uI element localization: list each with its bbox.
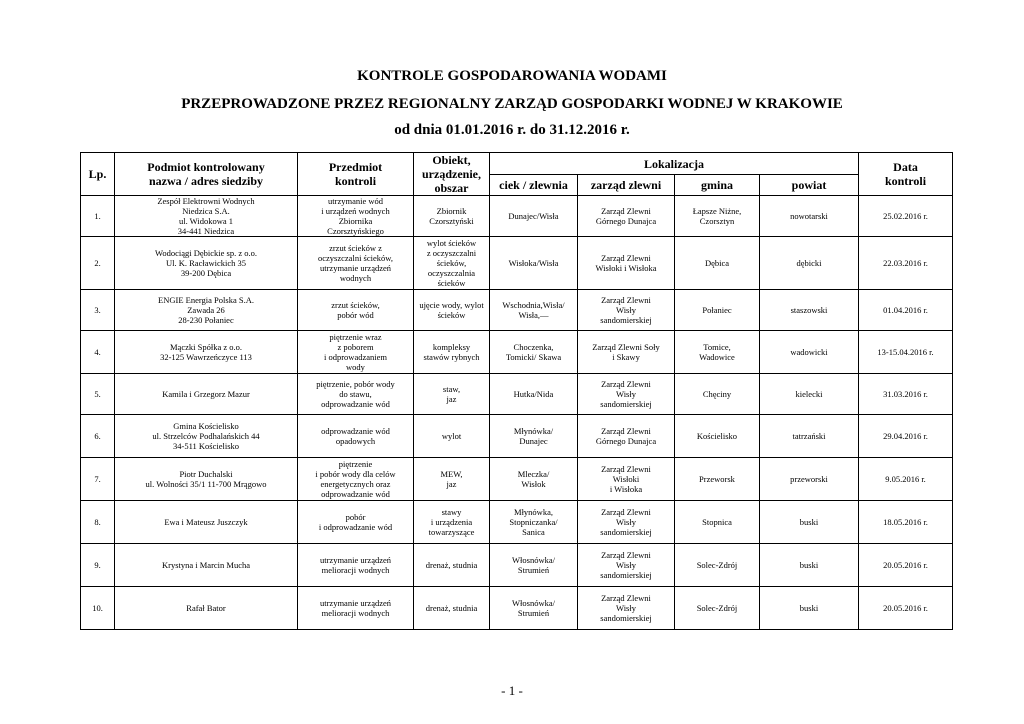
cell-data: 25.02.2016 r. bbox=[859, 196, 953, 237]
cell-ciek: Młynówka/ Dunajec bbox=[490, 415, 578, 458]
cell-data: 22.03.2016 r. bbox=[859, 237, 953, 290]
cell-przedmiot: piętrzenie wraz z poborem i odprowadzaniem wody bbox=[298, 331, 414, 374]
table-row bbox=[81, 331, 953, 374]
column-header-ciek: ciek / zlewnia bbox=[490, 175, 578, 196]
cell-zarzad: Zarząd Zlewni Wisły sandomierskiej bbox=[578, 290, 675, 331]
cell-podmiot: Gmina Kościelisko ul. Strzelców Podhalańskich 44 34-511 Kościelisko bbox=[115, 415, 298, 458]
table-row bbox=[81, 290, 953, 331]
cell-obiekt: kompleksy stawów rybnych bbox=[414, 331, 490, 374]
table-header-row bbox=[81, 153, 953, 175]
cell-lp: 6. bbox=[81, 415, 115, 458]
cell-przedmiot: zrzut ścieków z oczyszczalni ścieków, utrzymanie urządzeń wodnych bbox=[298, 237, 414, 290]
column-header-gmina: gmina bbox=[675, 175, 760, 196]
cell-powiat: kielecki bbox=[760, 374, 859, 415]
document-date-range: od dnia 01.01.2016 r. do 31.12.2016 r. bbox=[394, 122, 630, 138]
cell-podmiot: Zespół Elektrowni Wodnych Niedzica S.A. ul. Widokowa 1 34-441 Niedzica bbox=[115, 196, 298, 237]
cell-podmiot: Mączki Spółka z o.o. 32-125 Wawrzeńczyce 113 bbox=[115, 331, 298, 374]
table-row bbox=[81, 458, 953, 501]
cell-powiat: dębicki bbox=[760, 237, 859, 290]
cell-gmina: Tomice, Wadowice bbox=[675, 331, 760, 374]
cell-data: 20.05.2016 r. bbox=[859, 544, 953, 587]
column-header-lokalizacja: Lokalizacja bbox=[490, 153, 859, 175]
cell-lp: 1. bbox=[81, 196, 115, 237]
cell-przedmiot: pobór i odprowadzanie wód bbox=[298, 501, 414, 544]
column-header-obiekt: Obiekt, urządzenie, obszar bbox=[414, 153, 490, 196]
cell-data: 29.04.2016 r. bbox=[859, 415, 953, 458]
cell-ciek: Wisłoka/Wisła bbox=[490, 237, 578, 290]
cell-gmina: Chęciny bbox=[675, 374, 760, 415]
column-header-podmiot: Podmiot kontrolowany nazwa / adres siedziby bbox=[115, 153, 298, 196]
cell-powiat: tatrzański bbox=[760, 415, 859, 458]
cell-podmiot: Rafał Bator bbox=[115, 587, 298, 630]
column-header-zarzad: zarząd zlewni bbox=[578, 175, 675, 196]
cell-podmiot: Kamila i Grzegorz Mazur bbox=[115, 374, 298, 415]
cell-ciek: Dunajec/Wisła bbox=[490, 196, 578, 237]
cell-obiekt: wylot bbox=[414, 415, 490, 458]
cell-powiat: nowotarski bbox=[760, 196, 859, 237]
cell-podmiot: Krystyna i Marcin Mucha bbox=[115, 544, 298, 587]
cell-data: 9.05.2016 r. bbox=[859, 458, 953, 501]
cell-powiat: staszowski bbox=[760, 290, 859, 331]
cell-data: 18.05.2016 r. bbox=[859, 501, 953, 544]
cell-lp: 3. bbox=[81, 290, 115, 331]
cell-przedmiot: utrzymanie urządzeń melioracji wodnych bbox=[298, 587, 414, 630]
cell-data: 13-15.04.2016 r. bbox=[859, 331, 953, 374]
cell-obiekt: drenaż, studnia bbox=[414, 587, 490, 630]
cell-obiekt: stawy i urządzenia towarzyszące bbox=[414, 501, 490, 544]
cell-obiekt: ujęcie wody, wylot ścieków bbox=[414, 290, 490, 331]
cell-gmina: Stopnica bbox=[675, 501, 760, 544]
cell-obiekt: MEW, jaz bbox=[414, 458, 490, 501]
cell-zarzad: Zarząd Zlewni Wisły sandomierskiej bbox=[578, 587, 675, 630]
document-subtitle: PRZEPROWADZONE PRZEZ REGIONALNY ZARZĄD GOSPODARKI WODNEJ W KRAKOWIE bbox=[181, 96, 843, 112]
table-row bbox=[81, 237, 953, 290]
cell-gmina: Łapsze Niżne, Czorsztyn bbox=[675, 196, 760, 237]
cell-zarzad: Zarząd Zlewni Wisły sandomierskiej bbox=[578, 374, 675, 415]
cell-podmiot: Piotr Duchalski ul. Wolności 35/1 11-700 Mrągowo bbox=[115, 458, 298, 501]
cell-zarzad: Zarząd Zlewni Wisły sandomierskiej bbox=[578, 544, 675, 587]
cell-data: 01.04.2016 r. bbox=[859, 290, 953, 331]
column-header-lp: Lp. bbox=[81, 153, 115, 196]
cell-przedmiot: odprowadzanie wód opadowych bbox=[298, 415, 414, 458]
cell-zarzad: Zarząd Zlewni Wisłoki i Wisłoka bbox=[578, 458, 675, 501]
cell-ciek: Młynówka, Stopniczanka/ Sanica bbox=[490, 501, 578, 544]
cell-lp: 7. bbox=[81, 458, 115, 501]
cell-gmina: Dębica bbox=[675, 237, 760, 290]
cell-zarzad: Zarząd Zlewni Górnego Dunajca bbox=[578, 415, 675, 458]
cell-obiekt: wylot ścieków z oczyszczalni ścieków, oczyszczalnia ścieków bbox=[414, 237, 490, 290]
cell-podmiot: Ewa i Mateusz Juszczyk bbox=[115, 501, 298, 544]
cell-gmina: Kościelisko bbox=[675, 415, 760, 458]
cell-lp: 9. bbox=[81, 544, 115, 587]
cell-ciek: Włosnówka/ Strumień bbox=[490, 587, 578, 630]
table-row bbox=[81, 501, 953, 544]
cell-lp: 4. bbox=[81, 331, 115, 374]
cell-przedmiot: utrzymanie wód i urządzeń wodnych Zbiornika Czorsztyńskiego bbox=[298, 196, 414, 237]
table-row bbox=[81, 374, 953, 415]
cell-podmiot: Wodociągi Dębickie sp. z o.o. Ul. K. Racławickich 35 39-200 Dębica bbox=[115, 237, 298, 290]
column-header-przedmiot: Przedmiot kontroli bbox=[298, 153, 414, 196]
cell-zarzad: Zarząd Zlewni Wisły sandomierskiej bbox=[578, 501, 675, 544]
cell-lp: 8. bbox=[81, 501, 115, 544]
page-number: - 1 - bbox=[501, 683, 523, 698]
cell-powiat: buski bbox=[760, 501, 859, 544]
column-header-powiat: powiat bbox=[760, 175, 859, 196]
cell-podmiot: ENGIE Energia Polska S.A. Zawada 26 28-230 Połaniec bbox=[115, 290, 298, 331]
cell-powiat: przeworski bbox=[760, 458, 859, 501]
cell-ciek: Mleczka/ Wisłok bbox=[490, 458, 578, 501]
cell-ciek: Hutka/Nida bbox=[490, 374, 578, 415]
cell-ciek: Włosnówka/ Strumień bbox=[490, 544, 578, 587]
cell-zarzad: Zarząd Zlewni Soły i Skawy bbox=[578, 331, 675, 374]
cell-lp: 2. bbox=[81, 237, 115, 290]
cell-przedmiot: utrzymanie urządzeń melioracji wodnych bbox=[298, 544, 414, 587]
cell-zarzad: Zarząd Zlewni Wisłoki i Wisłoka bbox=[578, 237, 675, 290]
cell-obiekt: Zbiornik Czorsztyński bbox=[414, 196, 490, 237]
cell-lp: 5. bbox=[81, 374, 115, 415]
cell-gmina: Solec-Zdrój bbox=[675, 587, 760, 630]
cell-powiat: buski bbox=[760, 544, 859, 587]
table-row bbox=[81, 544, 953, 587]
cell-obiekt: staw, jaz bbox=[414, 374, 490, 415]
cell-zarzad: Zarząd Zlewni Górnego Dunajca bbox=[578, 196, 675, 237]
cell-gmina: Przeworsk bbox=[675, 458, 760, 501]
cell-ciek: Choczenka, Tomicki/ Skawa bbox=[490, 331, 578, 374]
cell-gmina: Solec-Zdrój bbox=[675, 544, 760, 587]
column-header-data: Data kontroli bbox=[859, 153, 953, 196]
cell-data: 20.05.2016 r. bbox=[859, 587, 953, 630]
cell-obiekt: drenaż, studnia bbox=[414, 544, 490, 587]
inspections-table bbox=[80, 152, 953, 630]
cell-przedmiot: piętrzenie, pobór wody do stawu, odprowadzanie wód bbox=[298, 374, 414, 415]
cell-data: 31.03.2016 r. bbox=[859, 374, 953, 415]
cell-przedmiot: zrzut ścieków, pobór wód bbox=[298, 290, 414, 331]
table-row bbox=[81, 415, 953, 458]
cell-przedmiot: piętrzenie i pobór wody dla celów energetycznych oraz odprowadzanie wód bbox=[298, 458, 414, 501]
cell-powiat: wadowicki bbox=[760, 331, 859, 374]
cell-gmina: Połaniec bbox=[675, 290, 760, 331]
cell-powiat: buski bbox=[760, 587, 859, 630]
cell-ciek: Wschodnia,Wisła/ Wisła,— bbox=[490, 290, 578, 331]
document-title: KONTROLE GOSPODAROWANIA WODAMI bbox=[357, 68, 667, 84]
cell-lp: 10. bbox=[81, 587, 115, 630]
table-row bbox=[81, 587, 953, 630]
table-row bbox=[81, 196, 953, 237]
